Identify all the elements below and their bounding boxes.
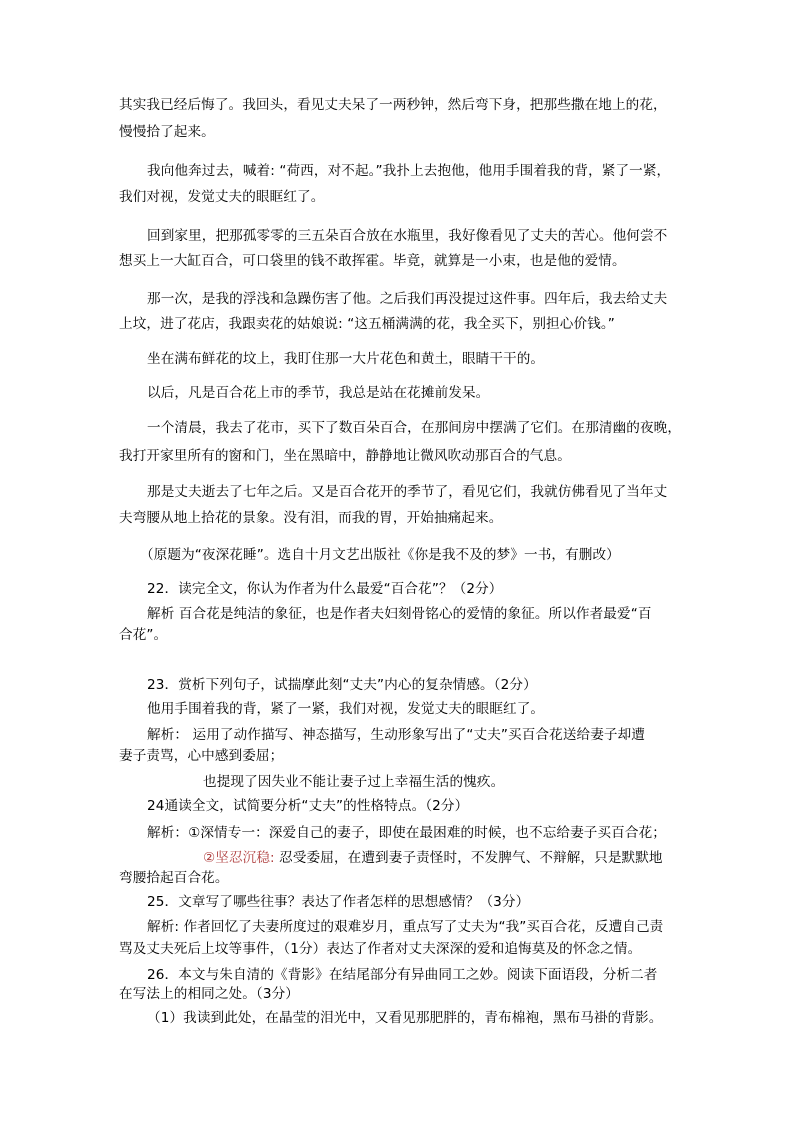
paragraph-3-line-2: 想买上一大缸百合，可口袋里的钱不敢挥霍。毕竟，就算是一小束，也是他的爱情。 bbox=[119, 253, 626, 269]
answer-25-line-2: 骂及丈夫死后上坟等事件，（1分）表达了作者对丈夫深深的爱和追悔莫及的怀念之情。 bbox=[119, 941, 642, 957]
answer-23-line-1: 解析： 运用了动作描写、神态描写，生动形象写出了“丈夫”买百合花送给妻子却遭 bbox=[147, 727, 645, 743]
paragraph-2-line-1: 我向他奔过去，喊着: “荷西，对不起。”我扑上去抱他，他用手围着我的背，紧了一紧， bbox=[147, 163, 671, 179]
answer-25-line-1: 解析: 作者回忆了夫妻所度过的艰难岁月，重点写了丈夫为“我”买百合花，反遭自己责 bbox=[147, 919, 664, 935]
paragraph-2-line-2: 我们对视，发觉丈夫的眼眶红了。 bbox=[119, 189, 325, 205]
source-note: （原题为“夜深花睡”。选自十月文艺出版社《你是我不及的梦》一书，有删改） bbox=[140, 547, 620, 563]
answer-23-line-2: 妻子责骂，心中感到委屈； bbox=[119, 748, 284, 764]
paragraph-7-line-1: 一个清晨，我去了花市，买下了数百朵百合，在那间房中摆满了它们。在那清幽的夜晚， bbox=[147, 420, 682, 436]
answer-24-line-2-text: 忍受委屈，在遭到妻子责怪时，不发脾气、不辩解，只是默默地 bbox=[274, 850, 663, 866]
question-22: 22．读完全文，你认为作者为什么最爱“百合花”？（2分） bbox=[147, 581, 503, 597]
paragraph-4-line-2: 上坟，进了花店，我跟卖花的姑娘说: “这五桶满满的花，我全买下，别担心价钱。” bbox=[119, 316, 615, 332]
question-23-quote: 他用手围着我的背，紧了一紧，我们对视，发觉丈夫的眼眶红了。 bbox=[147, 701, 545, 717]
answer-23-line-3: 也提现了因失业不能让妻子过上幸福生活的愧疚。 bbox=[203, 774, 505, 790]
paragraph-6: 以后，凡是百合花上市的季节，我总是站在花摊前发呆。 bbox=[147, 385, 490, 401]
question-23: 23．赏析下列句子，试揣摩此刻“丈夫”内心的复杂情感。（2分） bbox=[147, 677, 537, 693]
paragraph-4-line-1: 那一次，是我的浮浅和急躁伤害了他。之后我们再没提过这件事。四年后，我去给丈夫 bbox=[147, 291, 668, 307]
paragraph-7-line-2: 我打开家里所有的窗和门，坐在黑暗中，静静地让微风吹动那百合的气息。 bbox=[119, 448, 571, 464]
question-26-line-1: 26．本文与朱自清的《背影》在结尾部分有异曲同工之妙。阅读下面语段，分析二者 bbox=[147, 967, 658, 983]
paragraph-1-line-2: 慢慢拾了起来。 bbox=[119, 124, 215, 140]
answer-24-line-2 bbox=[203, 849, 663, 867]
paragraph-8-line-2: 夫弯腰从地上拾花的景象。没有泪，而我的胃，开始抽痛起来。 bbox=[119, 510, 503, 526]
answer-24-line-3: 弯腰拾起百合花。 bbox=[119, 870, 229, 886]
answer-22-line-2: 合花”。 bbox=[119, 627, 168, 643]
answer-24-line-1: 解析：①深情专一：深爱自己的妻子，即使在最困难的时候，也不忘给妻子买百合花； bbox=[147, 825, 666, 841]
paragraph-3-line-1: 回到家里，把那孤零零的三五朵百合放在水瓶里，我好像看见了丈夫的苦心。他何尝不 bbox=[147, 228, 668, 244]
paragraph-5: 坐在满布鲜花的坟上，我盯住那一大片花色和黄土，眼睛干干的。 bbox=[147, 351, 545, 367]
answer-22-line-1: 解析 百合花是纯洁的象征，也是作者夫妇刻骨铭心的爱情的象征。所以作者最爱“百 bbox=[147, 606, 652, 622]
answer-24-highlight: ②坚忍沉稳: bbox=[203, 850, 275, 866]
question-25: 25．文章写了哪些往事？表达了作者怎样的思想感情？（3分） bbox=[147, 894, 530, 910]
question-26-item-1: （1）我读到此处，在晶莹的泪光中，又看见那肥胖的，青布棉袍，黑布马褂的背影。 bbox=[147, 1010, 663, 1026]
paragraph-1-line-1: 其实我已经后悔了。我回头，看见丈夫呆了一两秒钟，然后弯下身，把那些撒在地上的花， bbox=[119, 97, 667, 113]
question-26-line-2: 在写法上的相同之处。（3分） bbox=[119, 986, 299, 1002]
question-24: 24通读全文，试简要分析“丈夫”的性格特点。（2分） bbox=[147, 798, 469, 814]
paragraph-8-line-1: 那是丈夫逝去了七年之后。又是百合花开的季节了，看见它们，我就仿佛看见了当年丈 bbox=[147, 484, 668, 500]
